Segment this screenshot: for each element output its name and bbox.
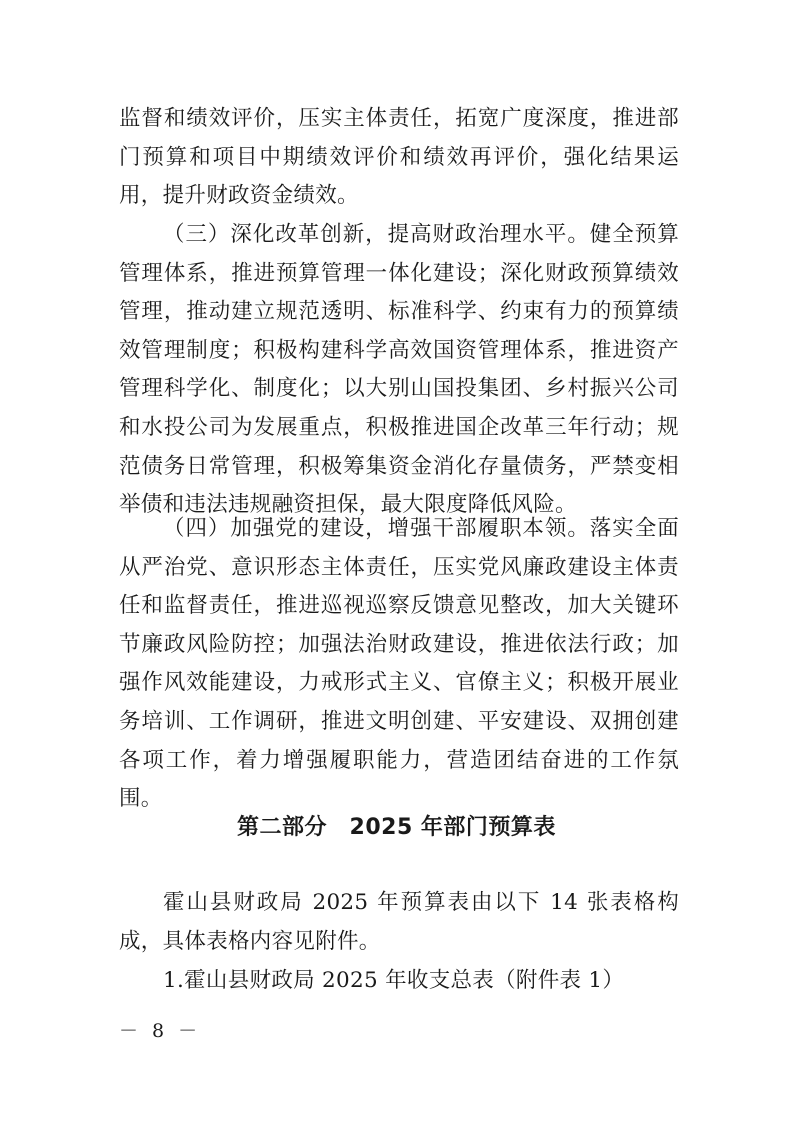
page-number: － 8 － <box>119 1020 202 1042</box>
paragraph-budget-tables-intro: 霍山县财政局 2025 年预算表由以下 14 张表格构成，具体表格内容见附件。 <box>119 890 679 954</box>
list-item-budget-table-1: 1.霍山县财政局 2025 年收支总表（附件表 1） <box>163 968 625 993</box>
paragraph-performance-evaluation: 监督和绩效评价，压实主体责任，拓宽广度深度，推进部门预算和项目中期绩效评价和绩效再评价，强化结果运用，提升财政资金绩效。 <box>119 106 679 209</box>
section-heading: 第二部分 2025 年部门预算表 <box>237 815 556 840</box>
paragraph-party-building: （四）加强党的建设，增强干部履职本领。落实全面从严治党、意识形态主体责任，压实党风廉政建设主体责任和监督责任，推进巡视巡察反馈意见整改，加大关键环节廉政风险防控；加强法治财政建设，推进依法行政；加强作风效能建设，力戒形式主义、官僚主义；积极开展业务培训、工作调研，推进文明创建、平安建设、双拥创建各项工作，着力增强履职能力，营造团结奋进的工作氛围。 <box>119 516 679 812</box>
paragraph-reform-innovation: （三）深化改革创新，提高财政治理水平。健全预算管理体系，推进预算管理一体化建设；深化财政预算绩效管理，推动建立规范透明、标准科学、约束有力的预算绩效管理制度；积极构建科学高效国资管理体系，推进资产管理科学化、制度化；以大别山国投集团、乡村振兴公司和水投公司为发展重点，积极推进国企改革三年行动；规范债务日常管理，积极筹集资金消化存量债务，严禁变相举债和违法违规融资担保，最大限度降低风险。 <box>119 222 679 518</box>
